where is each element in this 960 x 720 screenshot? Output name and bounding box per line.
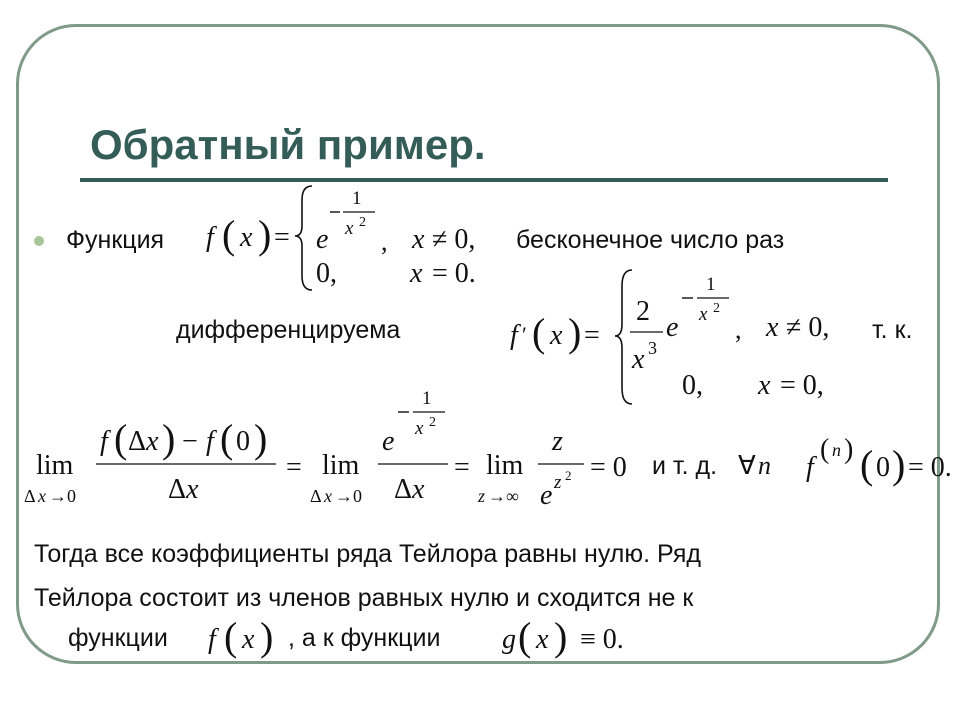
svg-text:f: f [206,426,214,457]
svg-text:= 0.: = 0. [908,452,952,483]
svg-text:x: x [415,418,424,439]
svg-text:Δ: Δ [24,486,36,506]
svg-text:=: = [274,222,290,253]
svg-text:(: ( [860,442,874,487]
svg-text:2: 2 [359,215,366,230]
paragraph-line-2: Тейлора состоит из членов равных нулю и сходится не к [34,584,694,612]
svg-text:0: 0 [236,426,250,457]
svg-text:0: 0 [876,452,890,483]
svg-text:): ) [254,416,268,461]
svg-text:≡ 0.: ≡ 0. [580,624,624,655]
svg-text:x: x [412,224,425,255]
svg-text:→0: →0 [49,486,76,506]
svg-text:2: 2 [429,415,436,430]
slide-title: Обратный пример. [90,121,486,168]
svg-text:x: x [242,624,255,655]
differentiable-text: дифференцируема [176,316,401,344]
fx-inline-formula [204,614,296,664]
svg-text:,: , [381,227,388,256]
svg-text:→0: →0 [335,486,362,506]
paragraph-line-3a: функции [68,624,168,652]
svg-text:(: ( [820,436,830,465]
svg-text:= 0: = 0 [590,452,627,483]
svg-text:lim: lim [486,450,524,481]
svg-text:): ) [260,614,274,659]
svg-text:=: = [584,320,600,351]
svg-text:x: x [632,344,645,375]
svg-text:0,: 0, [682,370,703,401]
bullet-lead-text: Функция [66,226,165,254]
svg-text:x: x [766,312,779,343]
svg-text:,: , [735,315,742,344]
limit-formula [22,384,652,522]
svg-text:e: e [540,480,553,511]
svg-text:g: g [502,624,516,655]
infinitely-text: бесконечное число раз [516,226,785,254]
svg-text:z: z [554,472,562,493]
paragraph-line-1: Тогда все коэффициенты ряда Тейлора равны нулю. Ряд [34,540,701,568]
svg-text:≠ 0,: ≠ 0, [432,224,476,255]
svg-text:): ) [162,416,176,461]
svg-text:Δ: Δ [394,474,413,505]
svg-text:Δ: Δ [128,426,147,457]
svg-text:): ) [258,212,272,257]
svg-text:Δ: Δ [168,474,187,505]
svg-text:1: 1 [352,188,362,209]
paragraph-line-3b: , а к функции [288,624,441,652]
svg-text:lim: lim [36,450,74,481]
svg-text:(: ( [222,212,236,257]
svg-text:Δ: Δ [310,486,322,506]
svg-text:1: 1 [706,274,716,295]
svg-text:e: e [382,426,395,457]
svg-text:0,: 0, [316,258,337,289]
svg-text:f: f [208,624,216,655]
svg-text:x: x [38,486,46,506]
svg-text:3: 3 [648,338,657,358]
svg-text:≠ 0,: ≠ 0, [786,312,830,343]
svg-text:′: ′ [522,322,527,347]
svg-text:=: = [454,452,470,483]
svg-text:(: ( [114,416,128,461]
svg-text:(: ( [220,416,234,461]
svg-text:2: 2 [565,468,572,483]
svg-text:= 0.: = 0. [432,258,476,289]
svg-text:=: = [286,452,302,483]
bullet-dot [34,236,44,246]
svg-text:1: 1 [422,388,432,409]
svg-text:e: e [316,224,329,255]
svg-text:x: x [410,258,423,289]
function-definition-formula [198,180,498,292]
svg-text:= 0,: = 0, [780,370,824,401]
svg-text:x: x [146,426,159,457]
svg-text:(: ( [532,310,546,355]
svg-text:): ) [844,436,854,465]
svg-text:x: x [758,370,771,401]
nth-derivative-formula [736,436,958,496]
svg-text:2: 2 [636,296,650,327]
since-text: т. к. [872,316,913,344]
svg-text:z: z [478,486,486,506]
svg-text:x: x [412,474,425,505]
svg-text:x: x [324,486,332,506]
svg-text:lim: lim [322,450,360,481]
svg-text:): ) [554,614,568,659]
svg-text:(: ( [224,614,238,659]
svg-text:n: n [758,451,771,480]
svg-text:x: x [699,304,708,325]
svg-text:2: 2 [713,301,720,316]
svg-text:x: x [186,474,199,505]
svg-text:x: x [240,222,253,253]
svg-text:f: f [806,452,814,483]
and-so-on-text: и т. д. [652,452,718,480]
svg-text:∀: ∀ [738,451,756,480]
gx-identity-formula [498,614,658,664]
svg-text:z: z [552,426,563,457]
svg-text:x: x [345,218,354,239]
svg-text:−: − [182,426,198,457]
svg-text:n: n [832,440,841,460]
svg-text:x: x [550,320,563,351]
svg-text:→∞: →∞ [488,486,519,506]
svg-text:e: e [666,312,679,343]
svg-text:x: x [536,624,549,655]
svg-text:(: ( [518,614,532,659]
svg-text:f: f [510,320,518,351]
svg-text:f: f [100,426,108,457]
svg-text:): ) [568,310,582,355]
svg-text:f: f [206,222,214,253]
svg-text:): ) [892,442,906,487]
